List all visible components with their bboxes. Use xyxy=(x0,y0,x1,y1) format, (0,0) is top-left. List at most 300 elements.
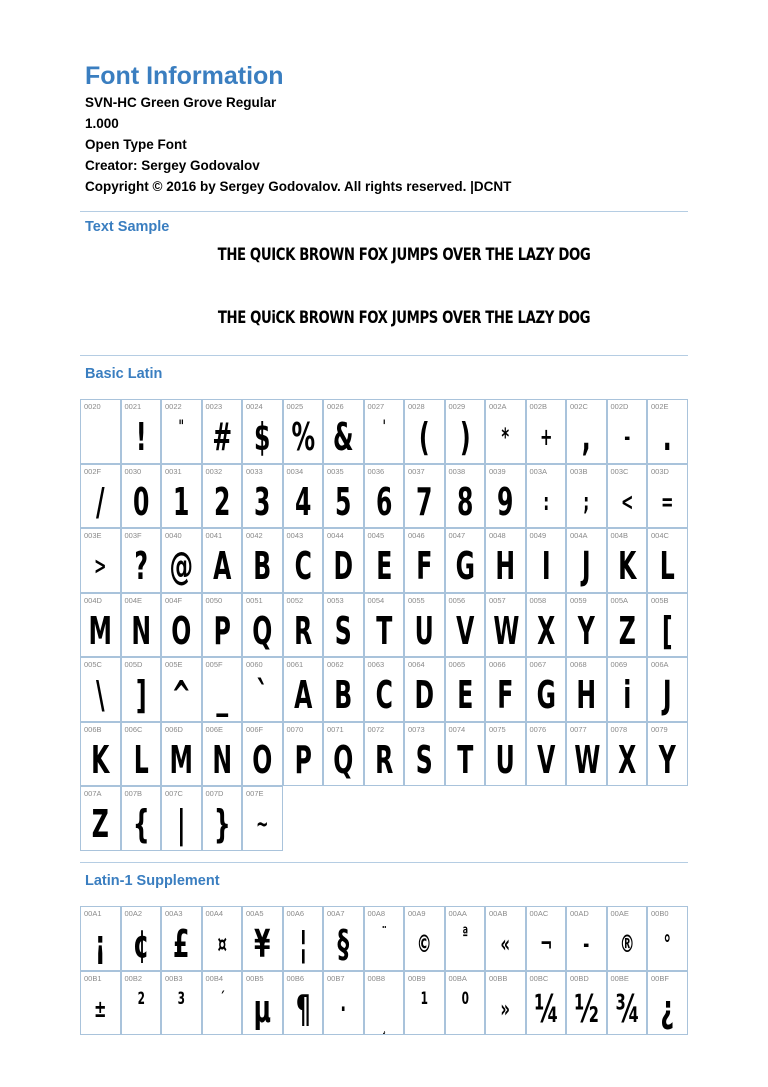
glyph-sample: J xyxy=(662,673,672,717)
glyph-cell xyxy=(526,593,567,658)
glyph-code: 002C xyxy=(570,402,588,411)
glyph-cell xyxy=(202,528,243,593)
glyph-cell xyxy=(404,593,445,658)
glyph-sample: R xyxy=(293,608,312,653)
glyph-sample: A xyxy=(293,673,312,717)
glyph-code: 0035 xyxy=(327,466,344,476)
glyph-cell xyxy=(647,971,688,1036)
glyph-sample: 3 xyxy=(177,988,185,1009)
glyph-code: 0069 xyxy=(610,660,628,669)
glyph-cell xyxy=(323,906,364,971)
glyph-code: 006A xyxy=(651,660,669,669)
divider xyxy=(80,211,688,212)
glyph-code: 002A xyxy=(489,402,507,411)
glyph-code: 0078 xyxy=(610,724,628,734)
divider xyxy=(80,355,688,356)
glyph-code: 0047 xyxy=(448,531,466,540)
glyph-code: 0026 xyxy=(327,402,344,411)
glyph-code: 0037 xyxy=(408,466,425,476)
glyph-cell xyxy=(607,593,648,658)
glyph-code: 002D xyxy=(610,402,629,411)
glyph-sample: Z xyxy=(91,802,109,846)
glyph-sample: * xyxy=(501,423,510,451)
glyph-code: 003F xyxy=(124,531,142,540)
glyph-cell xyxy=(364,399,405,464)
glyph-cell xyxy=(485,528,526,593)
font-copyright: Copyright © 2016 by Sergey Godovalov. All rights reserved. |DCNT xyxy=(85,179,512,194)
glyph-sample: V xyxy=(455,608,474,653)
glyph-code: 004D xyxy=(84,595,102,605)
glyph-cell xyxy=(404,971,445,1036)
glyph-cell xyxy=(242,722,283,787)
glyph-sample: ¾ xyxy=(614,986,640,1031)
glyph-cell xyxy=(202,399,243,464)
text-sample-line-2: THE QUiCK BROWN FOX JUMPS OVER THE LAZY DOG xyxy=(217,308,591,328)
glyph-cell xyxy=(202,593,243,658)
glyph-code: 00A1 xyxy=(84,909,102,918)
glyph-code: 006C xyxy=(124,724,143,734)
glyph-sample: / xyxy=(95,479,105,524)
latin1-supplement-heading: Latin-1 Supplement xyxy=(85,873,220,889)
glyph-cell xyxy=(607,399,648,464)
font-version: 1.000 xyxy=(85,116,119,131)
glyph-sample: ® xyxy=(619,930,635,958)
glyph-cell xyxy=(323,657,364,722)
glyph-code: 00BD xyxy=(570,973,589,983)
glyph-cell xyxy=(364,906,405,971)
glyph-sample: @ xyxy=(169,544,194,588)
glyph-cell xyxy=(607,971,648,1036)
glyph-code: 0038 xyxy=(448,466,466,476)
glyph-cell xyxy=(323,722,364,787)
glyph-code: 003C xyxy=(610,466,629,476)
glyph-sample: O xyxy=(252,737,273,782)
glyph-code: 0070 xyxy=(286,724,304,734)
text-sample-heading: Text Sample xyxy=(85,219,170,235)
divider xyxy=(80,862,688,863)
glyph-code: 0053 xyxy=(327,595,344,605)
glyph-sample: W xyxy=(493,608,520,653)
glyph-cell xyxy=(161,464,202,529)
glyph-cell xyxy=(404,464,445,529)
glyph-cell xyxy=(445,906,486,971)
glyph-cell xyxy=(404,657,445,722)
glyph-cell xyxy=(242,399,283,464)
glyph-sample: I xyxy=(541,544,551,588)
glyph-sample: " xyxy=(178,417,184,437)
glyph-sample: G xyxy=(536,673,556,717)
glyph-cell xyxy=(121,657,162,722)
glyph-code: 0076 xyxy=(529,724,547,734)
glyph-code: 0065 xyxy=(448,660,466,669)
glyph-code: 005A xyxy=(610,595,629,605)
glyph-code: 003A xyxy=(529,466,548,476)
glyph-sample: < xyxy=(620,487,633,516)
glyph-cell xyxy=(445,464,486,529)
glyph-cell xyxy=(526,906,567,971)
glyph-sample: _ xyxy=(215,673,228,717)
glyph-cell xyxy=(121,593,162,658)
glyph-cell xyxy=(242,786,283,851)
glyph-cell xyxy=(364,528,405,593)
glyph-code: 006E xyxy=(205,724,224,734)
glyph-sample: C xyxy=(375,673,393,717)
glyph-sample: £ xyxy=(173,922,190,966)
glyph-code: 003E xyxy=(84,531,102,540)
glyph-cell xyxy=(283,722,324,787)
glyph-code: 004F xyxy=(165,595,183,605)
glyph-code: 007D xyxy=(205,789,224,798)
glyph-sample: L xyxy=(659,544,675,588)
glyph-cell xyxy=(283,906,324,971)
font-info-heading: Font Information xyxy=(85,62,284,90)
glyph-sample: & xyxy=(332,415,354,459)
glyph-cell xyxy=(161,971,202,1036)
glyph-code: 005B xyxy=(651,595,669,605)
glyph-code: 0062 xyxy=(327,660,344,669)
glyph-cell xyxy=(202,464,243,529)
glyph-sample: } xyxy=(213,802,231,846)
glyph-code: 0028 xyxy=(408,402,425,411)
glyph-cell xyxy=(80,786,121,851)
glyph-sample: M xyxy=(88,608,112,653)
glyph-code: 0058 xyxy=(529,595,547,605)
glyph-cell xyxy=(161,906,202,971)
glyph-code: 005D xyxy=(124,660,143,669)
glyph-sample: 9 xyxy=(497,479,514,524)
glyph-cell xyxy=(647,399,688,464)
glyph-code: 00BE xyxy=(610,973,629,983)
glyph-cell xyxy=(566,722,607,787)
glyph-cell xyxy=(526,528,567,593)
glyph-sample: 1 xyxy=(173,479,190,524)
glyph-code: 0067 xyxy=(529,660,547,669)
glyph-cell xyxy=(80,657,121,722)
glyph-sample: ´ xyxy=(219,988,225,1009)
basic-latin-heading: Basic Latin xyxy=(85,366,163,382)
glyph-cell xyxy=(80,722,121,787)
glyph-code: 00A4 xyxy=(205,909,224,918)
glyph-cell xyxy=(566,971,607,1036)
glyph-sample: F xyxy=(416,544,433,588)
glyph-code: 0027 xyxy=(367,402,385,411)
glyph-sample: i xyxy=(622,673,631,717)
glyph-code: 0022 xyxy=(165,402,182,411)
glyph-cell xyxy=(161,593,202,658)
glyph-code: 0043 xyxy=(286,531,304,540)
glyph-code: 00A3 xyxy=(165,909,183,918)
glyph-cell xyxy=(647,593,688,658)
glyph-cell xyxy=(364,464,405,529)
glyph-cell xyxy=(404,906,445,971)
glyph-sample: ¥ xyxy=(254,922,271,966)
glyph-sample: $ xyxy=(254,415,271,459)
glyph-code: 0033 xyxy=(246,466,263,476)
glyph-code: 0059 xyxy=(570,595,587,605)
glyph-sample: ¨ xyxy=(381,924,387,944)
glyph-code: 00B3 xyxy=(165,973,183,983)
glyph-cell xyxy=(323,528,364,593)
glyph-sample: ¡ xyxy=(94,922,106,966)
glyph-sample: ¤ xyxy=(217,930,227,958)
glyph-code: 00A2 xyxy=(124,909,143,918)
glyph-sample: ] xyxy=(135,673,147,717)
glyph-sample: 1 xyxy=(420,988,428,1009)
glyph-code: 004C xyxy=(651,531,669,540)
glyph-cell xyxy=(161,786,202,851)
glyph-code: 00B0 xyxy=(651,909,669,918)
glyph-cell xyxy=(364,593,405,658)
glyph-sample: S xyxy=(334,608,352,653)
glyph-sample: ) xyxy=(459,415,471,459)
glyph-cell xyxy=(242,906,283,971)
glyph-code: 006B xyxy=(84,724,102,734)
glyph-sample: ± xyxy=(94,994,107,1023)
glyph-cell xyxy=(445,657,486,722)
glyph-code: 004B xyxy=(610,531,629,540)
glyph-cell xyxy=(485,971,526,1036)
glyph-code: 0055 xyxy=(408,595,425,605)
glyph-code: 0024 xyxy=(246,402,263,411)
glyph-cell xyxy=(242,464,283,529)
glyph-sample: 3 xyxy=(254,479,271,524)
glyph-sample: P xyxy=(294,737,312,782)
glyph-code: 006F xyxy=(246,724,264,734)
glyph-sample: « xyxy=(500,930,511,958)
glyph-cell xyxy=(202,722,243,787)
glyph-sample: T xyxy=(456,737,473,782)
glyph-code: 0040 xyxy=(165,531,182,540)
glyph-sample: ¬ xyxy=(539,930,552,958)
glyph-code: 0068 xyxy=(570,660,587,669)
glyph-sample: ¢ xyxy=(132,922,149,966)
glyph-sample: X xyxy=(617,737,636,782)
glyph-code: 007C xyxy=(165,789,183,798)
glyph-cell xyxy=(323,593,364,658)
glyph-code: 007B xyxy=(124,789,143,798)
glyph-code: 0041 xyxy=(205,531,223,540)
glyph-sample: D xyxy=(333,544,354,588)
glyph-code: 00A7 xyxy=(327,909,345,918)
glyph-sample: Y xyxy=(658,737,676,782)
glyph-sample: R xyxy=(374,737,393,782)
glyph-sample: B xyxy=(334,673,353,717)
glyph-sample: - xyxy=(583,930,590,958)
glyph-code: 006D xyxy=(165,724,183,734)
font-creator: Creator: Sergey Godovalov xyxy=(85,158,260,173)
glyph-sample: ¶ xyxy=(295,986,311,1031)
glyph-cell xyxy=(121,528,162,593)
glyph-code: 0044 xyxy=(327,531,344,540)
glyph-code: 0045 xyxy=(367,531,385,540)
glyph-cell xyxy=(526,464,567,529)
glyph-sample: ? xyxy=(133,544,148,588)
glyph-sample: H xyxy=(576,673,597,717)
glyph-sample: M xyxy=(169,737,193,782)
glyph-sample: ! xyxy=(135,415,147,459)
glyph-cell xyxy=(80,464,121,529)
glyph-cell xyxy=(445,399,486,464)
glyph-code: 00A6 xyxy=(286,909,305,918)
glyph-code: 00AC xyxy=(529,909,549,918)
glyph-cell xyxy=(445,971,486,1036)
glyph-code: 007E xyxy=(246,789,264,798)
glyph-cell xyxy=(485,657,526,722)
glyph-sample: Y xyxy=(577,608,595,653)
glyph-sample: = xyxy=(661,487,674,516)
glyph-cell xyxy=(566,657,607,722)
glyph-sample: 6 xyxy=(375,479,392,524)
glyph-cell xyxy=(526,657,567,722)
glyph-cell xyxy=(242,657,283,722)
font-name: SVN-HC Green Grove Regular xyxy=(85,95,277,110)
glyph-sample: - xyxy=(623,423,630,451)
glyph-sample: T xyxy=(375,608,392,653)
glyph-cell xyxy=(607,657,648,722)
glyph-cell xyxy=(121,722,162,787)
glyph-sample: Z xyxy=(618,608,636,653)
glyph-code: 0046 xyxy=(408,531,425,540)
glyph-sample: E xyxy=(456,673,473,717)
glyph-sample: L xyxy=(133,737,149,782)
glyph-cell xyxy=(121,464,162,529)
glyph-sample: 8 xyxy=(456,479,473,524)
glyph-sample: ` xyxy=(256,673,269,717)
glyph-sample: + xyxy=(539,423,552,451)
glyph-code: 0042 xyxy=(246,531,263,540)
glyph-code: 0060 xyxy=(246,660,263,669)
glyph-sample: K xyxy=(91,737,110,782)
glyph-cell xyxy=(202,906,243,971)
glyph-cell xyxy=(161,528,202,593)
glyph-cell xyxy=(647,906,688,971)
glyph-cell xyxy=(283,399,324,464)
glyph-code: 00B2 xyxy=(124,973,143,983)
glyph-code: 002B xyxy=(529,402,548,411)
glyph-cell xyxy=(80,906,121,971)
glyph-code: 0023 xyxy=(205,402,223,411)
glyph-cell xyxy=(647,528,688,593)
glyph-code: 00AA xyxy=(448,909,467,918)
glyph-sample: » xyxy=(500,994,511,1023)
glyph-cell xyxy=(202,786,243,851)
glyph-cell xyxy=(445,722,486,787)
glyph-sample: { xyxy=(132,802,150,846)
glyph-cell xyxy=(404,528,445,593)
glyph-sample: [ xyxy=(661,608,673,653)
glyph-cell xyxy=(607,528,648,593)
glyph-sample: G xyxy=(455,544,475,588)
glyph-code: 0056 xyxy=(448,595,466,605)
glyph-cell xyxy=(566,464,607,529)
glyph-cell xyxy=(80,971,121,1036)
glyph-cell xyxy=(364,971,405,1036)
glyph-cell xyxy=(80,593,121,658)
glyph-sample: S xyxy=(415,737,433,782)
glyph-code: 00B6 xyxy=(286,973,305,983)
glyph-cell xyxy=(202,971,243,1036)
glyph-sample: , xyxy=(581,415,591,459)
glyph-sample: ½ xyxy=(574,986,599,1031)
glyph-sample: F xyxy=(497,673,514,717)
glyph-code: 00AB xyxy=(489,909,508,918)
glyph-sample: § xyxy=(337,922,350,966)
glyph-sample: W xyxy=(574,737,601,782)
glyph-code: 00BC xyxy=(529,973,549,983)
glyph-code: 00BA xyxy=(448,973,467,983)
glyph-sample: 5 xyxy=(335,479,352,524)
glyph-cell xyxy=(161,657,202,722)
glyph-sample: . xyxy=(662,415,672,459)
glyph-sample: U xyxy=(414,608,434,653)
glyph-sample: D xyxy=(414,673,435,717)
glyph-code: 0049 xyxy=(529,531,547,540)
glyph-code: 0066 xyxy=(489,660,506,669)
glyph-sample: 4 xyxy=(294,479,311,524)
glyph-sample: A xyxy=(212,544,231,588)
glyph-sample: ° xyxy=(663,930,671,958)
glyph-sample: 2 xyxy=(213,479,230,524)
glyph-sample: | xyxy=(176,802,186,846)
glyph-sample: B xyxy=(253,544,272,588)
glyph-code: 0072 xyxy=(367,724,385,734)
glyph-cell xyxy=(404,399,445,464)
glyph-cell xyxy=(364,722,405,787)
glyph-cell xyxy=(526,399,567,464)
glyph-sample: V xyxy=(536,737,555,782)
glyph-cell xyxy=(121,399,162,464)
glyph-sample: # xyxy=(211,415,232,459)
glyph-cell xyxy=(242,971,283,1036)
glyph-sample: µ xyxy=(253,986,271,1031)
glyph-code: 0077 xyxy=(570,724,587,734)
glyph-code: 0075 xyxy=(489,724,506,734)
glyph-cell xyxy=(485,399,526,464)
glyph-code: 0048 xyxy=(489,531,506,540)
glyph-sample: · xyxy=(340,994,347,1023)
glyph-sample: C xyxy=(294,544,312,588)
glyph-cell xyxy=(283,593,324,658)
glyph-cell xyxy=(607,906,648,971)
glyph-cell xyxy=(161,722,202,787)
glyph-sample: © xyxy=(416,930,432,958)
glyph-sample: ¸ xyxy=(381,1016,387,1035)
glyph-code: 0032 xyxy=(205,466,223,476)
glyph-code: 0051 xyxy=(246,595,263,605)
glyph-cell xyxy=(526,722,567,787)
glyph-sample: U xyxy=(495,737,515,782)
glyph-sample: X xyxy=(536,608,555,653)
glyph-sample: ~ xyxy=(256,810,269,838)
glyph-cell xyxy=(445,593,486,658)
glyph-cell xyxy=(647,722,688,787)
font-type: Open Type Font xyxy=(85,137,187,152)
glyph-code: 00BB xyxy=(489,973,508,983)
glyph-code: 00A9 xyxy=(408,909,426,918)
glyph-code: 0039 xyxy=(489,466,506,476)
glyph-cell xyxy=(566,528,607,593)
glyph-code: 0031 xyxy=(165,466,182,476)
glyph-cell xyxy=(485,906,526,971)
glyph-sample: 0 xyxy=(132,479,149,524)
glyph-code: 005F xyxy=(205,660,223,669)
glyph-code: 00B5 xyxy=(246,973,264,983)
glyph-code: 0036 xyxy=(367,466,385,476)
glyph-cell xyxy=(647,657,688,722)
glyph-cell xyxy=(566,593,607,658)
glyph-code: 00AD xyxy=(570,909,589,918)
glyph-code: 0034 xyxy=(286,466,304,476)
